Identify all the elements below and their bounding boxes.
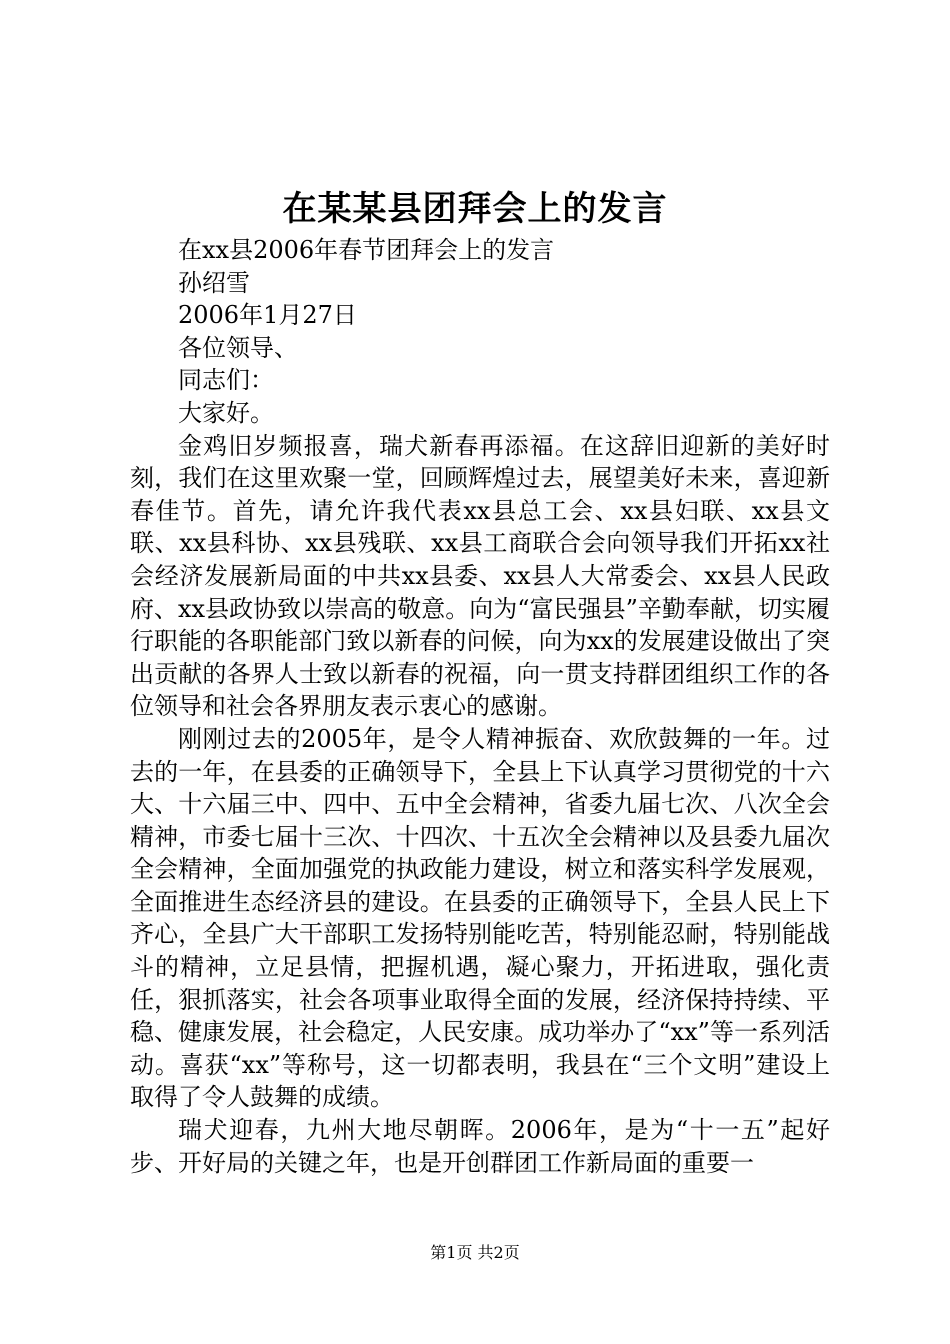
speech-heading: 在xx县2006年春节团拜会上的发言 <box>178 236 555 264</box>
document-title: 在某某县团拜会上的发言 <box>282 189 668 229</box>
document-body <box>130 234 830 1179</box>
speaker-name: 孙绍雪 <box>178 268 250 297</box>
body-paragraph: 金鸡旧岁频报喜，瑞犬新春再添福。在这辞旧迎新的美好时刻，我们在这里欢聚一堂，回顾辉煌过去，展望美好未来，喜迎新春佳节。首先，请允许我代表xx县总工会、xx县妇联、xx县文联、xx县科协、xx县残联、xx县工商联合会向领导我们开拓xx社会经济发展新局面的中共xx县委、xx县人大常委会、xx县人民政府、xx县政协致以崇高的敬意。向为“富民强县”辛勤奉献，切实履行职能的各职能部门致以新春的问候，向为xx的发展建设做出了突出贡献的各界人士致以新春的祝福，向一贯支持群团组织工作的各位领导和社会各界朋友表示衷心的感谢。 <box>130 431 830 721</box>
salutation-comrades: 同志们： <box>178 366 274 395</box>
greeting: 大家好。 <box>178 398 274 427</box>
page-footer: 第1页 共2页 <box>430 1243 520 1262</box>
salutation-leaders: 各位领导、 <box>178 333 298 362</box>
body-paragraph: 刚刚过去的2005年，是令人精神振奋、欢欣鼓舞的一年。过去的一年，在县委的正确领导下，全县上下认真学习贯彻党的十六大、十六届三中、四中、五中全会精神，省委九届七次、八次全会精神，市委七届十三次、十四次、十五次全会精神以及县委九届次全会精神，全面加强党的执政能力建设，树立和落实科学发展观，全面推进生态经济县的建设。在县委的正确领导下，全县人民上下齐心，全县广大干部职工发扬特别能吃苦，特别能忍耐，特别能战斗的精神，立足县情，把握机遇，凝心聚力，开拓进取，强化责任，狠抓落实，社会各项事业取得全面的发展，经济保持持续、平稳、健康发展，社会稳定，人民安康。成功举办了“xx”等一系列活动。喜获“xx”等称号，这一切都表明，我县在“三个文明”建设上取得了令人鼓舞的成绩。 <box>130 724 830 1112</box>
body-paragraph: 瑞犬迎春，九州大地尽朝晖。2006年，是为“十一五”起好步、开好局的关键之年，也是开创群团工作新局面的重要一 <box>130 1116 830 1177</box>
speech-date: 2006年1月27日 <box>178 301 357 330</box>
